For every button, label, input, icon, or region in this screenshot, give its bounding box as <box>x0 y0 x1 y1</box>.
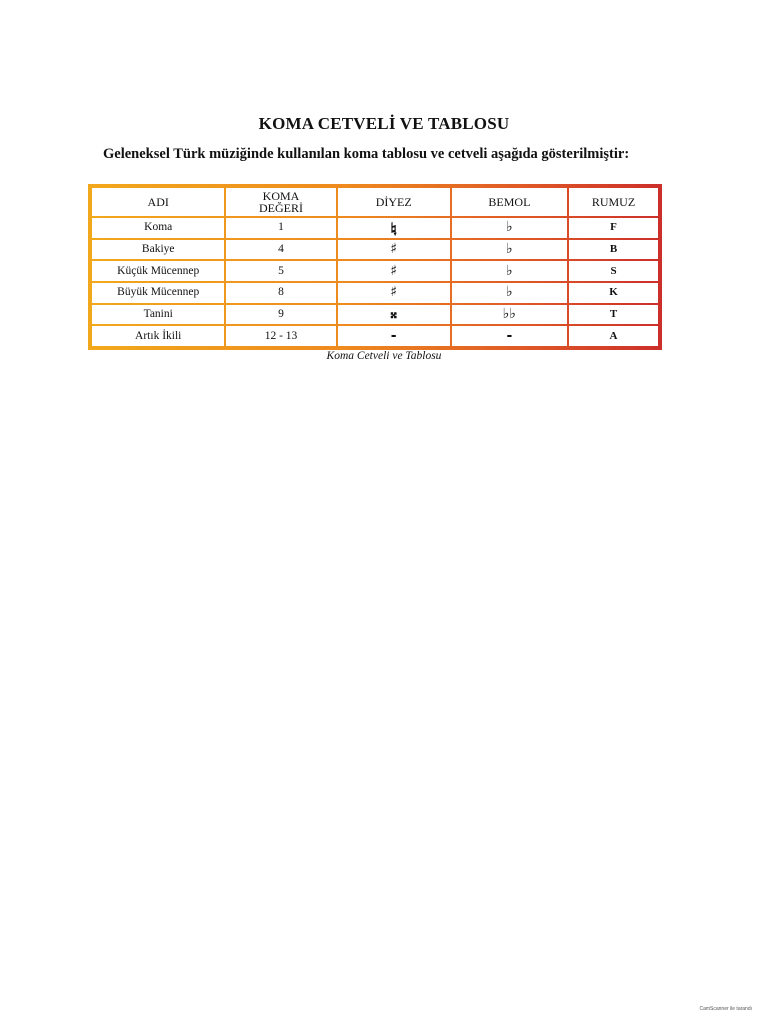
cell-adi: Küçük Mücennep <box>92 261 224 281</box>
cell-bemol: ♭ <box>452 283 567 303</box>
cell-diyez: 𝄪 <box>338 305 450 325</box>
table-header-row <box>92 188 658 216</box>
header-adi: ADI <box>92 188 224 216</box>
cell-adi: Büyük Mücennep <box>92 283 224 303</box>
table-row <box>92 283 658 303</box>
scanner-footer: CamScanner ile tarandı <box>699 1006 752 1012</box>
cell-rumuz: B <box>569 240 658 260</box>
cell-diyez: ♯ <box>338 240 450 260</box>
cell-bemol: ♭♭ <box>452 305 567 325</box>
cell-bemol: ♭ <box>452 218 567 238</box>
cell-diyez: ♯ <box>338 283 450 303</box>
header-koma-degeri: KOMA DEĞERİ <box>226 188 335 216</box>
table-row <box>92 305 658 325</box>
cell-rumuz: F <box>569 218 658 238</box>
cell-deger: 1 <box>226 218 335 238</box>
table-row <box>92 218 658 238</box>
cell-adi: Bakiye <box>92 240 224 260</box>
table-row <box>92 261 658 281</box>
cell-diyez: 𝄯 <box>338 218 450 238</box>
intro-text: Geleneksel Türk müziğinde kullanılan koma tablosu ve cetveli aşağıda gösterilmiştir: <box>103 146 630 162</box>
table-row <box>92 240 658 260</box>
cell-deger: 9 <box>226 305 335 325</box>
page-title: KOMA CETVELİ VE TABLOSU <box>258 114 510 133</box>
table-row <box>92 326 658 346</box>
cell-rumuz: S <box>569 261 658 281</box>
cell-deger: 8 <box>226 283 335 303</box>
cell-deger: 4 <box>226 240 335 260</box>
cell-bemol: ♭ <box>452 261 567 281</box>
cell-rumuz: K <box>569 283 658 303</box>
header-bemol: BEMOL <box>452 188 567 216</box>
cell-diyez: ♯ <box>338 261 450 281</box>
header-diyez: DİYEZ <box>338 188 450 216</box>
table-caption: Koma Cetveli ve Tablosu <box>326 350 442 362</box>
header-rumuz: RUMUZ <box>569 188 658 216</box>
cell-rumuz: A <box>569 326 658 346</box>
cell-deger: 5 <box>226 261 335 281</box>
cell-deger: 12 - 13 <box>226 326 335 346</box>
koma-table <box>88 184 662 350</box>
cell-adi: Artık İkili <box>92 326 224 346</box>
cell-rumuz: T <box>569 305 658 325</box>
cell-adi: Tanini <box>92 305 224 325</box>
cell-bemol: - <box>452 326 567 346</box>
cell-diyez: - <box>338 326 450 346</box>
cell-adi: Koma <box>92 218 224 238</box>
cell-bemol: ♭ <box>452 240 567 260</box>
